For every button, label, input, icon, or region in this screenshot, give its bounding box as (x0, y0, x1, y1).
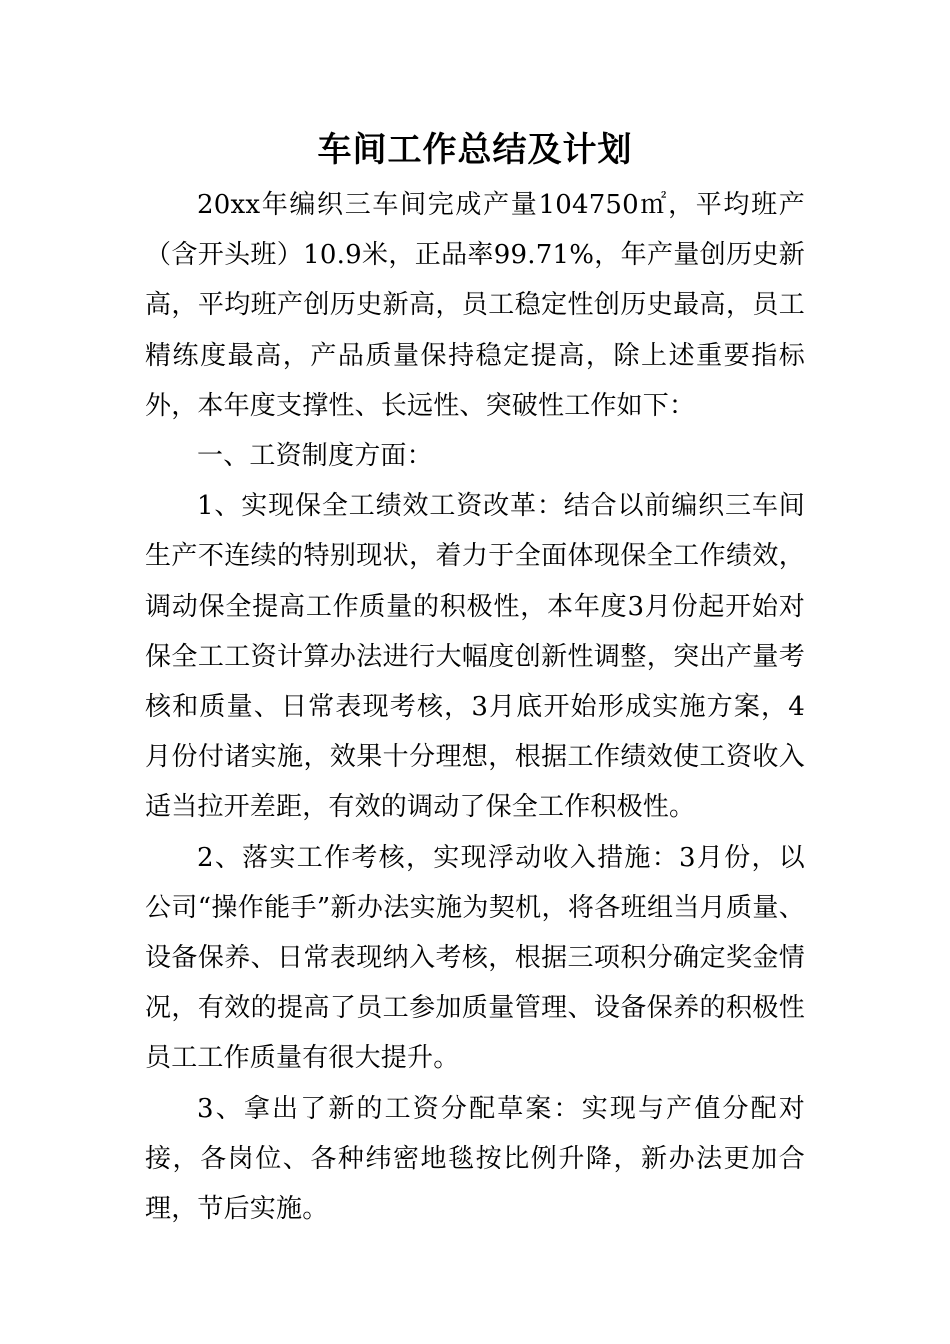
section-heading-wage-system: 一、工资制度方面： (197, 441, 433, 472)
paragraph-item-3: 3、拿出了新的工资分配草案：实现与产值分配对接，各岗位、各种纬密地毯按比例升降，新办法更加合理，节后实施。 (145, 1093, 805, 1225)
paragraph-item-2: 2、落实工作考核，实现浮动收入措施：3月份，以公司“操作能手”新办法实施为契机，将各班组当月质量、设备保养、日常表现纳入考核，根据三项积分确定奖金情况，有效的提高了员工参加质量管理、设备保养的积极性员工工作质量有很大提升。 (145, 842, 805, 1074)
document-body (145, 180, 805, 1234)
document-title: 车间工作总结及计划 (317, 130, 633, 170)
paragraph-item-1: 1、实现保全工绩效工资改革：结合以前编织三车间生产不连续的特别现状，着力于全面体现保全工作绩效，调动保全提高工作质量的积极性，本年度3月份起开始对保全工工资计算办法进行大幅度创新性调整，突出产量考核和质量、日常表现考核，3月底开始形成实施方案，4月份付诸实施，效果十分理想，根据工作绩效使工资收入适当拉开差距，有效的调动了保全工作积极性。 (145, 491, 805, 823)
paragraph-summary: 20xx年编织三车间完成产量104750㎡，平均班产（含开头班）10.9米，正品率99.71%，年产量创历史新高，平均班产创历史新高，员工稳定性创历史最高，员工精练度最高，产品质量保持稳定提高，除上述重要指标外，本年度支撑性、长远性、突破性工作如下： (145, 190, 805, 421)
